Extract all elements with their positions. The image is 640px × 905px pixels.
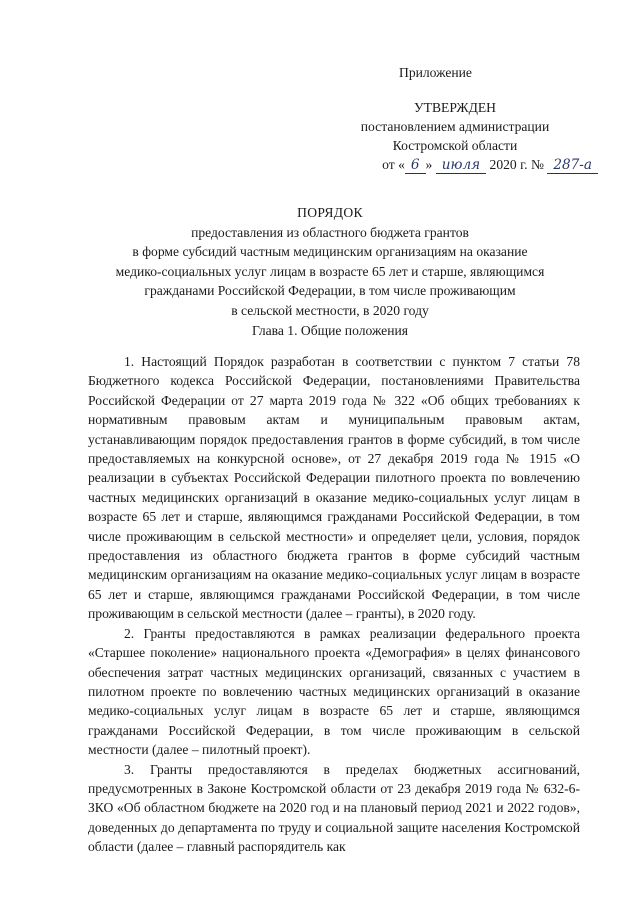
- date-mid: »: [425, 157, 433, 172]
- date-line: [310, 155, 600, 174]
- paragraph: 3. Гранты предоставляются в пределах бюджетных ассигнований, предусмотренных в Законе Костромской области от 23 декабря 2019 года № 632-6-ЗКО «Об областном бюджете на 2020 год и на плановый период 2021 и 2022 годов», доведенных до департамента по труду и социальной защите населения Костромской области (далее – главный распорядитель как: [88, 761, 580, 855]
- title-line: в форме субсидий частным медицинским организациям на оказание: [132, 244, 528, 259]
- approved-heading: УТВЕРЖДЕН: [414, 100, 496, 115]
- handwritten-month: июля: [436, 157, 486, 174]
- handwritten-day: 6: [405, 157, 426, 174]
- date-prefix: от «: [382, 157, 405, 172]
- approval-block: [310, 98, 600, 174]
- chapter-heading: Глава 1. Общие положения: [251, 323, 408, 338]
- document-title-block: [60, 203, 600, 320]
- title-line: предоставления из областного бюджета грантов: [191, 224, 469, 240]
- document-title: ПОРЯДОК: [297, 205, 363, 220]
- appendix-label: Приложение: [399, 65, 472, 80]
- paragraph: 2. Гранты предоставляются в рамках реализации федерального проекта «Старшее поколение» национального проекта «Демография» в целях финансового обеспечения затрат частных медицинских организаций, связанных с участием в пилотном проекте по вовлечению частных медицинских организаций в оказание медико-социальных услуг лицам в возрасте 65 лет и старше, являющимся гражданами Российской Федерации, в том числе проживающим в сельской местности (далее – пилотный проект).: [88, 625, 580, 758]
- document-body: [88, 352, 580, 857]
- title-line: гражданами Российской Федерации, в том числе проживающим: [144, 283, 516, 298]
- title-line: в сельской местности, в 2020 году: [231, 302, 429, 318]
- date-year: 2020 г. №: [489, 157, 544, 172]
- approved-by-line: постановлением администрации: [360, 119, 550, 134]
- region-line: Костромской области: [392, 138, 518, 153]
- paragraph: 1. Настоящий Порядок разработан в соответствии с пунктом 7 статьи 78 Бюджетного кодекса Российской Федерации, постановлениями Правительства Российской Федерации от 27 марта 2019 года № 322 «Об общих требованиях к нормативным правовым актам и муниципальным правовым актам, устанавливающим порядок предоставления грантов в форме субсидий, в том числе предоставляемых на конкурсной основе», от 27 декабря 2019 года № 1915 «О реализации в субъектах Российской Федерации пилотного проекта по вовлечению частных медицинских организаций в оказание медико-социальных услуг лицам в возрасте 65 лет и старше, являющимся гражданами Российской Федерации, в том числе проживающим в сельской местности» и определяет цели, условия, порядок предоставления из областного бюджета грантов в форме субсидий частным медицинским организациям на оказание медико-социальных услуг лицам в возрасте 65 лет и старше, являющимся гражданами Российской Федерации, в том числе проживающим в сельской местности (далее – гранты), в 2020 году.: [88, 354, 580, 622]
- title-line: медико-социальных услуг лицам в возрасте 65 лет и старше, являющимся: [115, 263, 545, 279]
- handwritten-doc-number: 287-а: [547, 157, 598, 174]
